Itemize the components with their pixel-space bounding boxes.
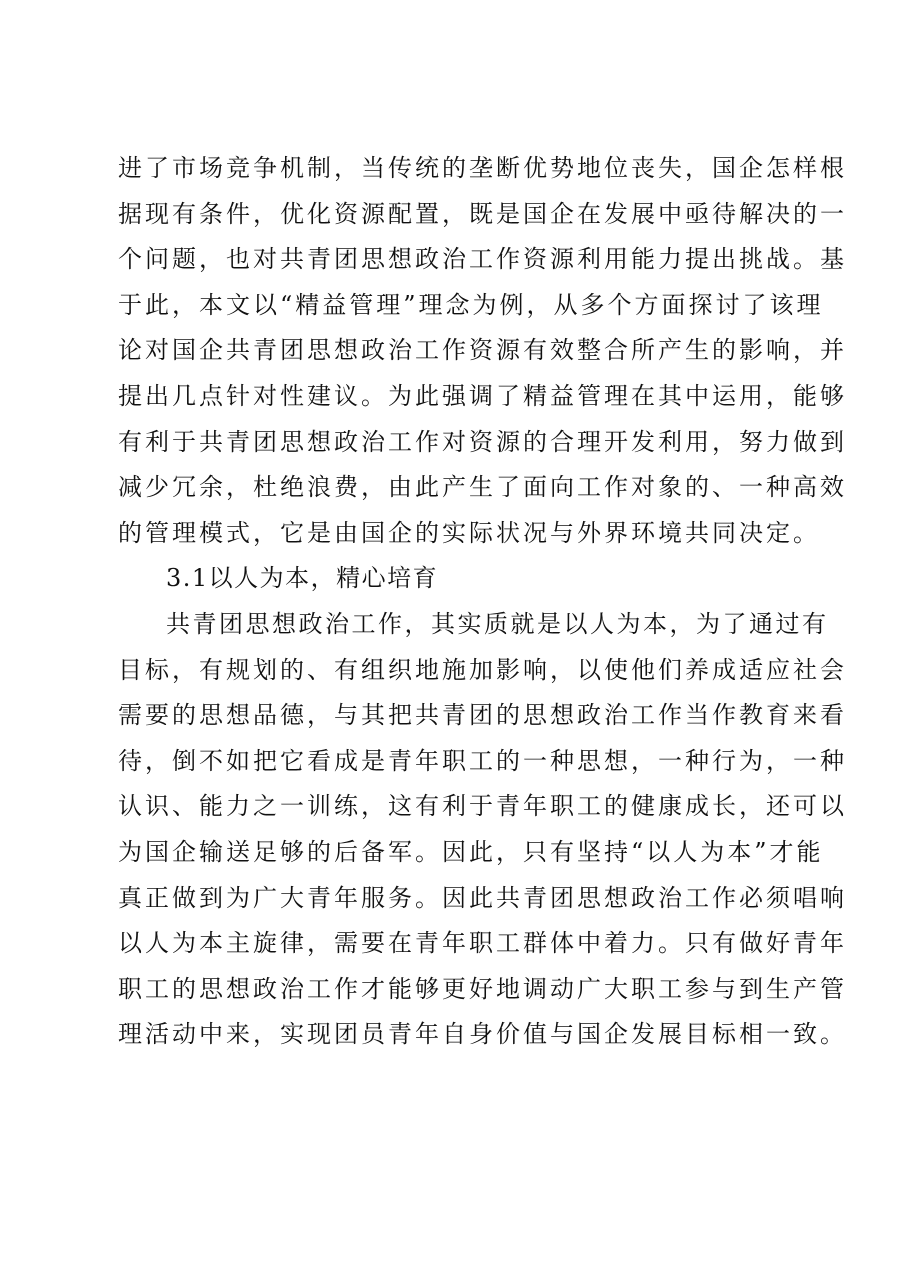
section-heading: 3.1以人为本，精心培育 bbox=[166, 564, 439, 593]
paragraph-line: 理活动中来，实现团员青年自身价值与国企发展目标相一致。 bbox=[118, 1020, 847, 1049]
paragraph-line: 真正做到为广大青年服务。因此共青团思想政治工作必须唱响 bbox=[118, 883, 847, 912]
paragraph-line: 进了市场竞争机制，当传统的垄断优势地位丧失，国企怎样根 bbox=[118, 154, 847, 182]
paragraph-2 bbox=[118, 602, 847, 1058]
paragraph-1 bbox=[118, 146, 847, 556]
paragraph-line: 认识、能力之一训练，这有利于青年职工的健康成长，还可以 bbox=[118, 792, 847, 821]
paragraph-line: 论对国企共青团思想政治工作资源有效整合所产生的影响，并 bbox=[118, 336, 847, 365]
paragraph-line: 目标，有规划的、有组织地施加影响，以使他们养成适应社会 bbox=[118, 655, 847, 684]
paragraph-line: 的管理模式，它是由国企的实际状况与外界环境共同决定。 bbox=[118, 518, 820, 547]
paragraph-line: 个问题，也对共青团思想政治工作资源利用能力提出挑战。基 bbox=[118, 245, 847, 274]
paragraph-line: 职工的思想政治工作才能够更好地调动广大职工参与到生产管 bbox=[118, 974, 847, 1003]
paragraph-line: 待，倒不如把它看成是青年职工的一种思想，一种行为，一种 bbox=[118, 746, 847, 775]
paragraph-line: 有利于共青团思想政治工作对资源的合理开发利用，努力做到 bbox=[118, 427, 847, 456]
paragraph-line: 于此，本文以“精益管理”理念为例，从多个方面探讨了该理 bbox=[118, 290, 824, 319]
paragraph-line: 共青团思想政治工作，其实质就是以人为本，为了通过有 bbox=[166, 609, 829, 638]
paragraph-line: 为国企输送足够的后备军。因此，只有坚持“以人为本”才能 bbox=[118, 837, 824, 866]
paragraph-line: 据现有条件，优化资源配置，既是国企在发展中亟待解决的一 bbox=[118, 199, 847, 228]
document-body bbox=[118, 146, 847, 1058]
paragraph-line: 减少冗余，杜绝浪费，由此产生了面向工作对象的、一种高效 bbox=[118, 473, 847, 502]
paragraph-line: 需要的思想品德，与其把共青团的思想政治工作当作教育来看 bbox=[118, 701, 847, 730]
paragraph-line: 以人为本主旋律，需要在青年职工群体中着力。只有做好青年 bbox=[118, 929, 847, 958]
paragraph-line: 提出几点针对性建议。为此强调了精益管理在其中运用，能够 bbox=[118, 381, 847, 410]
